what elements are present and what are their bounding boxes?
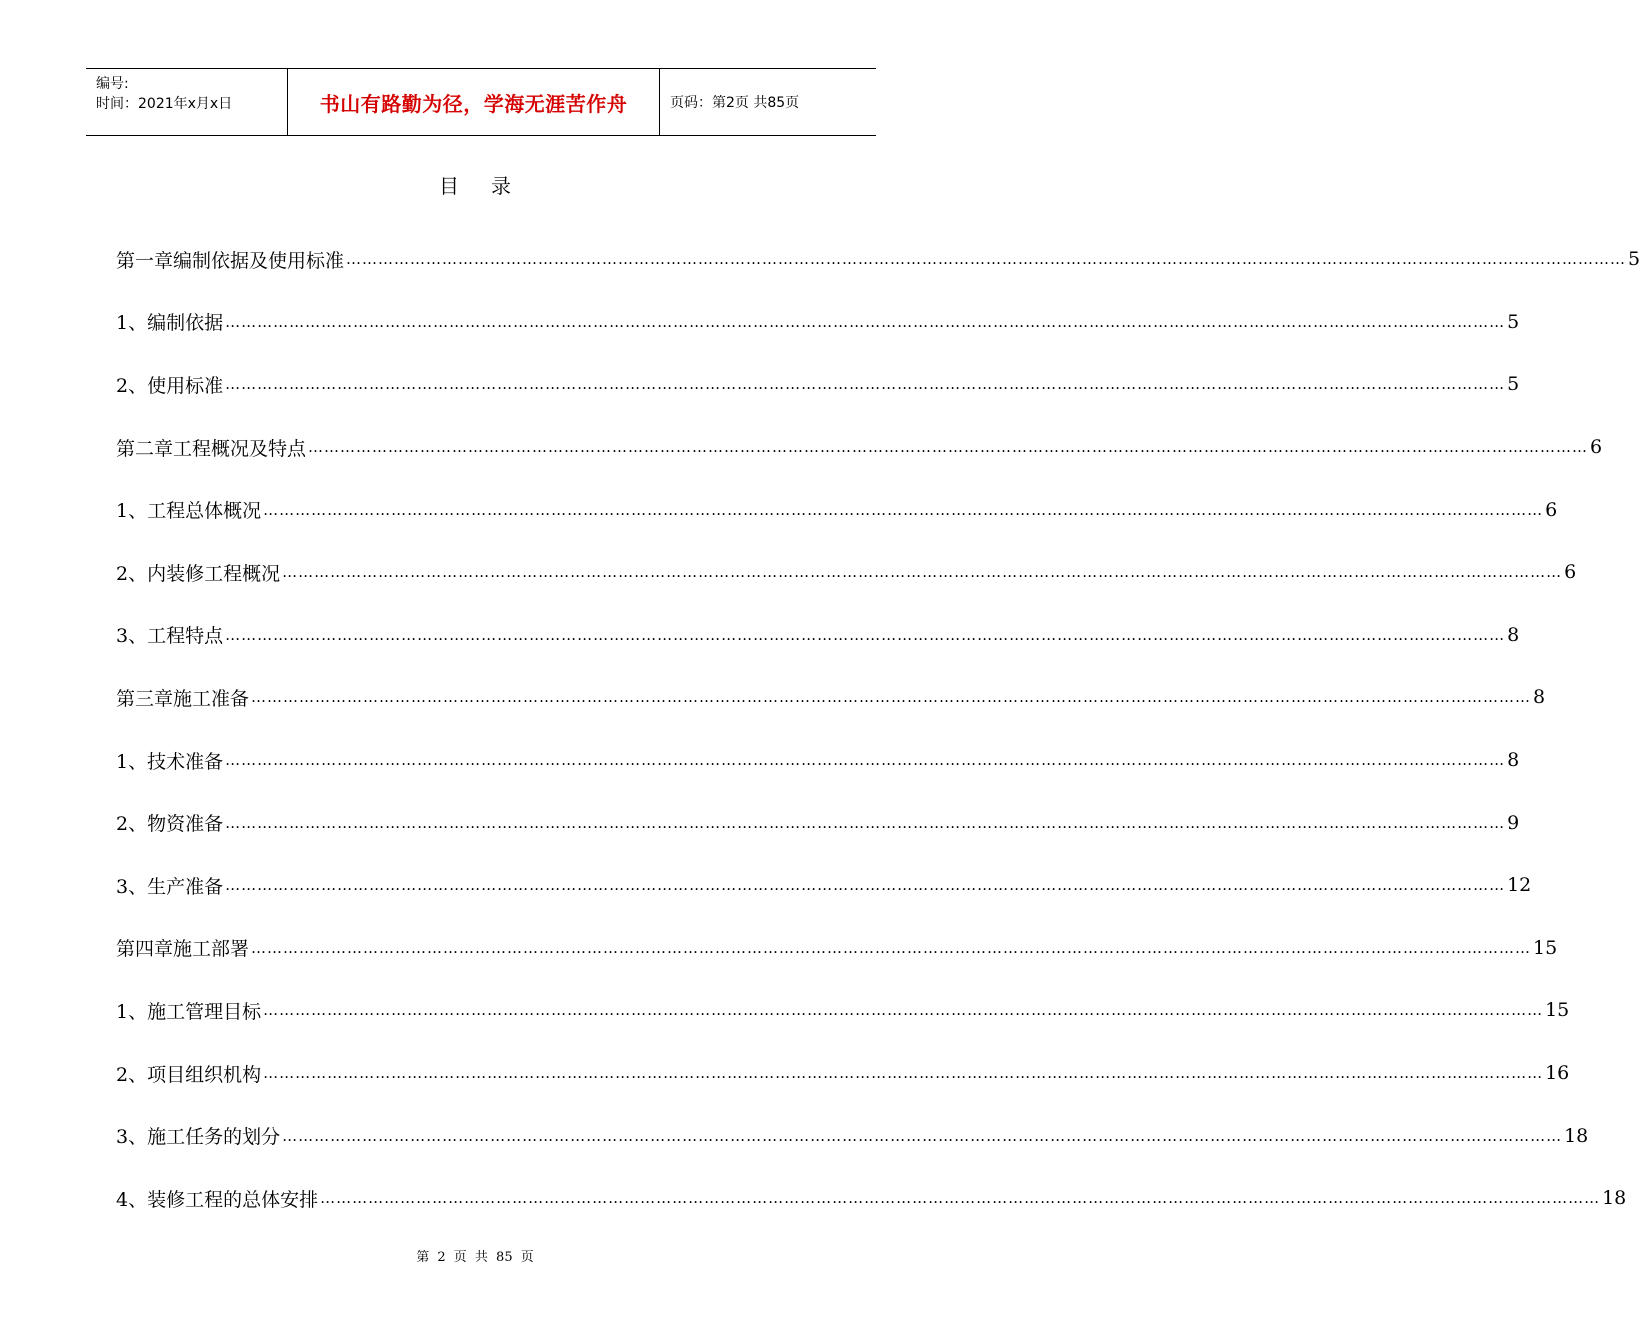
toc-entry[interactable] [116,917,1558,980]
table-of-contents [116,228,1640,1230]
header-page-info: 页码：第2页 共85页 [670,95,800,111]
toc-entry[interactable] [116,791,1520,854]
toc-entry-title: 第一章编制依据及使用标准 [116,249,345,272]
toc-leader-dots: …………………………………………………………………………………………………………………………………………………………………………………………………………………… [263,500,1544,519]
toc-leader-dots: …………………………………………………………………………………………………………………………………………………………………………………………………………………… [320,1189,1601,1208]
toc-leader-dots: …………………………………………………………………………………………………………………………………………………………………………………………………………………… [225,375,1506,394]
toc-entry-page: 6 [1590,436,1603,459]
toc-entry-page: 18 [1602,1187,1627,1210]
toc-entry-title: 第四章施工部署 [116,938,250,961]
toc-entry[interactable] [116,604,1520,667]
toc-entry-title: 2、内装修工程概况 [116,562,281,585]
header-motto: 书山有路勤为径，学海无涯苦作舟 [288,69,660,135]
toc-entry[interactable] [116,979,1570,1042]
toc-leader-dots: …………………………………………………………………………………………………………………………………………………………………………………………………………………… [263,1064,1544,1083]
toc-entry-page: 9 [1507,811,1520,834]
toc-entry-page: 15 [1545,999,1570,1022]
toc-entry-page: 5 [1507,310,1520,333]
toc-entry-page: 8 [1533,686,1546,709]
toc-entry[interactable] [116,666,1546,729]
toc-entry-title: 1、施工管理目标 [116,1000,262,1023]
toc-entry-title: 1、技术准备 [116,750,224,773]
toc-entry-page: 5 [1628,248,1640,271]
toc-entry-page: 18 [1564,1124,1589,1147]
toc-leader-dots: …………………………………………………………………………………………………………………………………………………………………………………………………………………… [251,688,1532,707]
toc-leader-dots: …………………………………………………………………………………………………………………………………………………………………………………………………………………… [263,1001,1544,1020]
toc-entry-title: 第二章工程概况及特点 [116,437,307,460]
toc-entry-title: 1、工程总体概况 [116,500,262,523]
toc-entry-title: 1、编制依据 [116,312,224,335]
toc-entry-title: 2、物资准备 [116,813,224,836]
page-footer: 第 2 页 共 85 页 [416,1250,534,1265]
toc-entry[interactable] [116,1167,1627,1230]
document-number-label: 编号: [96,76,129,92]
toc-entry[interactable] [116,291,1520,354]
toc-entry[interactable] [116,1042,1570,1105]
toc-entry-page: 6 [1564,561,1577,584]
toc-entry-page: 16 [1545,1062,1570,1085]
toc-leader-dots: …………………………………………………………………………………………………………………………………………………………………………………………………………………… [282,563,1563,582]
toc-entry[interactable] [116,416,1603,479]
toc-entry-title: 4、装修工程的总体安排 [116,1188,319,1211]
toc-entry-title: 2、使用标准 [116,374,224,397]
toc-leader-dots: …………………………………………………………………………………………………………………………………………………………………………………………………………………… [346,250,1627,269]
toc-entry[interactable] [116,353,1520,416]
toc-title: 目录 [439,174,543,198]
page-header [86,68,876,136]
toc-leader-dots: …………………………………………………………………………………………………………………………………………………………………………………………………………………… [251,938,1532,957]
toc-leader-dots: …………………………………………………………………………………………………………………………………………………………………………………………………………………… [225,312,1506,331]
toc-entry-title: 2、项目组织机构 [116,1063,262,1086]
toc-leader-dots: …………………………………………………………………………………………………………………………………………………………………………………………………………………… [225,813,1506,832]
toc-entry-page: 6 [1545,498,1558,521]
toc-leader-dots: …………………………………………………………………………………………………………………………………………………………………………………………………………………… [225,751,1506,770]
toc-entry[interactable] [116,854,1532,917]
toc-entry-title: 第三章施工准备 [116,687,250,710]
toc-leader-dots: …………………………………………………………………………………………………………………………………………………………………………………………………………………… [282,1126,1563,1145]
toc-entry[interactable] [116,541,1577,604]
toc-leader-dots: …………………………………………………………………………………………………………………………………………………………………………………………………………………… [308,438,1589,457]
toc-entry-title: 3、生产准备 [116,875,224,898]
toc-entry-page: 8 [1507,749,1520,772]
toc-leader-dots: …………………………………………………………………………………………………………………………………………………………………………………………………………………… [225,876,1506,895]
toc-entry[interactable] [116,1104,1589,1167]
toc-entry-title: 3、工程特点 [116,625,224,648]
header-meta [86,69,288,135]
document-time-label: 时间：2021年x月x日 [96,96,233,112]
toc-entry[interactable] [116,228,1640,291]
toc-entry-page: 15 [1533,936,1558,959]
toc-entry-page: 8 [1507,623,1520,646]
toc-entry-page: 5 [1507,373,1520,396]
toc-entry-page: 12 [1507,874,1532,897]
toc-leader-dots: …………………………………………………………………………………………………………………………………………………………………………………………………………………… [225,625,1506,644]
toc-entry[interactable] [116,729,1520,792]
toc-entry-title: 3、施工任务的划分 [116,1126,281,1149]
toc-entry[interactable] [116,478,1558,541]
